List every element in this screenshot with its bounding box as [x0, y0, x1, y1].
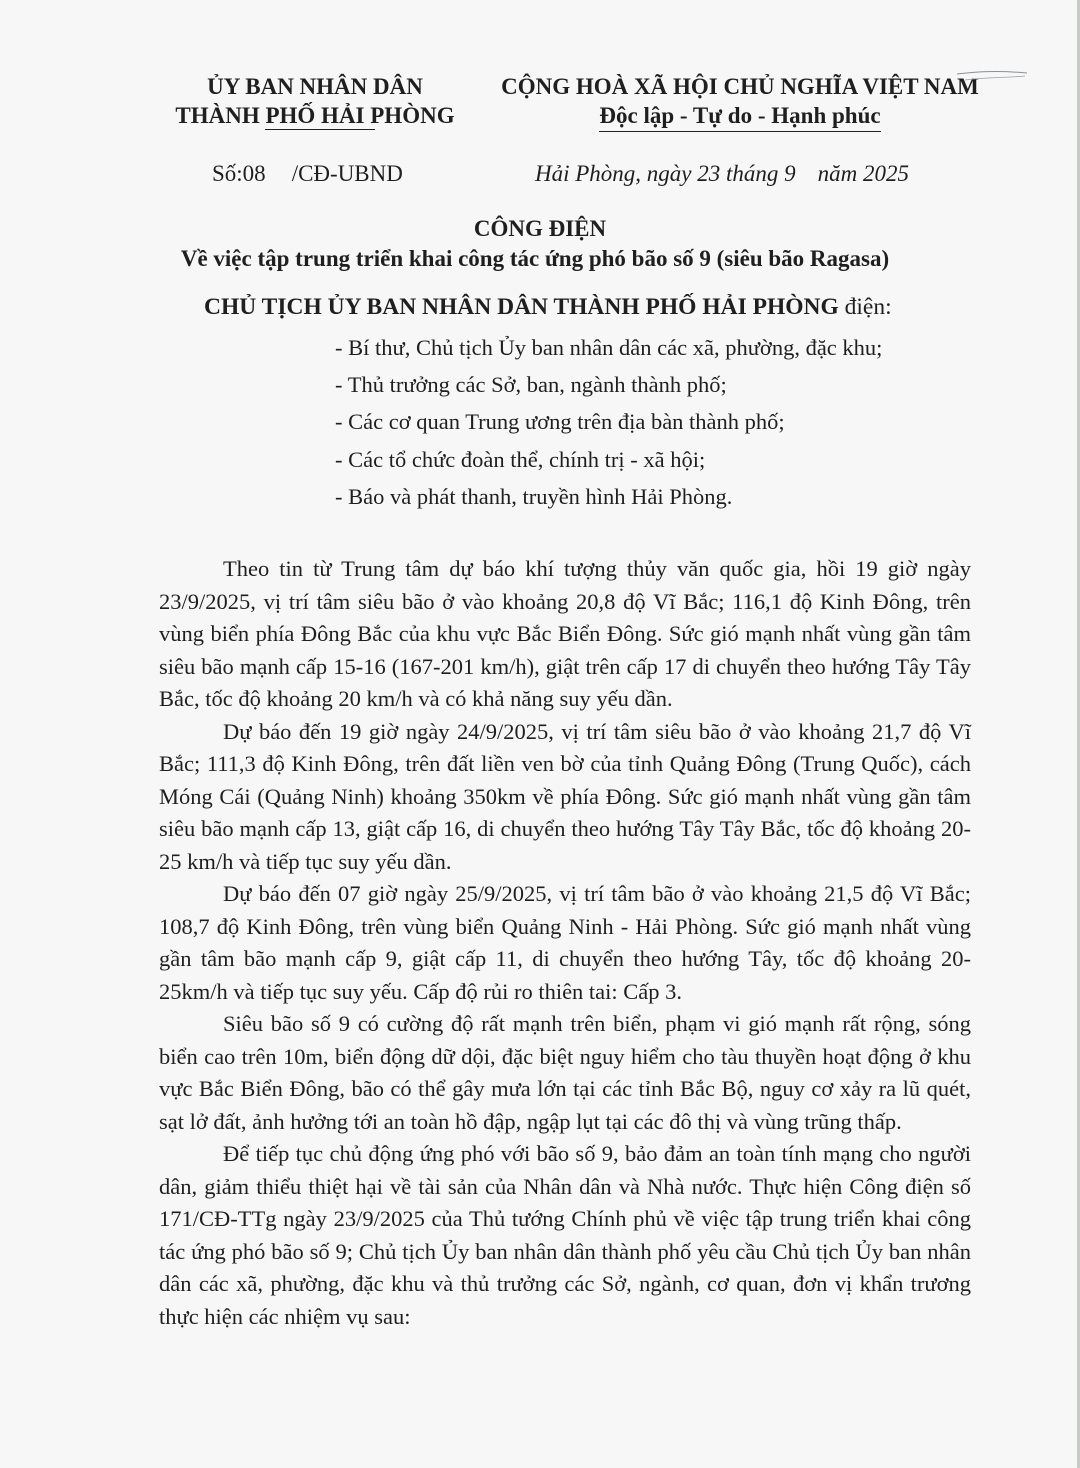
document-body — [159, 553, 971, 1333]
authority-name: THÀNH PHỐ HẢI PHÒNG — [175, 103, 455, 128]
list-item: - Bí thư, Chủ tịch Ủy ban nhân dân các xã, phường, đặc khu; — [335, 335, 883, 360]
authority-line-1: ỦY BAN NHÂN DÂN — [207, 74, 423, 99]
date-place-day: Hải Phòng, ngày 23 tháng 9 — [535, 161, 796, 186]
body-paragraph: Siêu bão số 9 có cường độ rất mạnh trên biển, phạm vi gió mạnh rất rộng, sóng biển cao trên 10m, biển động dữ dội, đặc biệt nguy hiểm cho tàu thuyền hoạt động ở khu vực Bắc Biển Đông, bão có thể gây mưa lớn tại các tỉnh Bắc Bộ, nguy cơ xảy ra lũ quét, sạt lở đất, ảnh hưởng tới an toàn hồ đập, ngập lụt tại các đô thị và vùng trũng thấp. — [159, 1011, 971, 1134]
document-number-suffix: /CĐ-UBND — [291, 161, 403, 186]
national-motto: Độc lập - Tự do - Hạnh phúc — [599, 101, 880, 132]
document-number — [212, 161, 403, 187]
list-item: - Thủ trưởng các Sở, ban, ngành thành phố; — [335, 372, 727, 398]
recipient-list — [335, 333, 882, 519]
document-heading: CÔNG ĐIỆN — [473, 216, 607, 241]
date-year: năm 2025 — [817, 161, 910, 186]
salutation — [204, 294, 892, 321]
body-paragraph: Theo tin từ Trung tâm dự báo khí tượng thủy văn quốc gia, hồi 19 giờ ngày 23/9/2025, vị trí tâm siêu bão ở vào khoảng 20,8 độ Vĩ Bắc; 116,1 độ Kinh Đông, trên vùng biển phía Đông Bắc của khu vực Bắc Biển Đông. Sức gió mạnh nhất vùng gần tâm siêu bão mạnh cấp 15-16 (167-201 km/h), giật trên cấp 17 di chuyển theo hướng Tây Tây Bắc, tốc độ khoảng 20 km/h và có khả năng suy yếu dần. — [159, 556, 971, 711]
body-paragraph: Để tiếp tục chủ động ứng phó với bão số 9, bảo đảm an toàn tính mạng cho người dân, giảm thiểu thiệt hại về tài sản của Nhân dân và Nhà nước. Thực hiện Công điện số 171/CĐ-TTg ngày 23/9/2025 của Thủ tướng Chính phủ về việc tập trung triển khai công tác ứng phó bão số 9; Chủ tịch Ủy ban nhân dân thành phố yêu cầu Chủ tịch Ủy ban nhân dân các xã, phường, đặc khu và thủ trưởng các Sở, ngành, cơ quan, đơn vị khẩn trương thực hiện các nhiệm vụ sau: — [159, 1141, 971, 1329]
pen-mark-icon — [955, 60, 1030, 100]
list-item: - Các tổ chức đoàn thể, chính trị - xã hội; — [335, 446, 706, 472]
document-subject: Về việc tập trung triển khai công tác ứng phó bão số 9 (siêu bão Ragasa) — [180, 246, 890, 271]
body-paragraph: Dự báo đến 07 giờ ngày 25/9/2025, vị trí tâm bão ở vào khoảng 21,5 độ Vĩ Bắc; 108,7 độ Kinh Đông, trên vùng biển Quảng Ninh - Hải Phòng. Sức gió mạnh nhất vùng gần tâm bão mạnh cấp 9, giật cấp 11, di chuyển theo hướng Tây, tốc độ khoảng 20-25km/h và tiếp tục suy yếu. Cấp độ rủi ro thiên tai: Cấp 3. — [159, 881, 971, 1004]
list-item: - Các cơ quan Trung ương trên địa bàn thành phố; — [335, 409, 785, 435]
list-item: - Báo và phát thanh, truyền hình Hải Phòng. — [335, 483, 733, 509]
national-heading — [480, 72, 1000, 132]
issuing-authority — [150, 72, 480, 130]
authority-underline — [265, 129, 375, 130]
document-date — [535, 161, 909, 187]
national-title: CỘNG HOÀ XÃ HỘI CHỦ NGHĨA VIỆT NAM — [501, 74, 979, 99]
salutation-verb: điện: — [838, 294, 892, 320]
salutation-sender: CHỦ TỊCH ỦY BAN NHÂN DÂN THÀNH PHỐ HẢI PHÒNG — [204, 294, 839, 320]
body-paragraph: Dự báo đến 19 giờ ngày 24/9/2025, vị trí tâm siêu bão ở vào khoảng 21,7 độ Vĩ Bắc; 111,3 độ Kinh Đông, trên đất liền ven bờ của tỉnh Quảng Đông (Trung Quốc), cách Móng Cái (Quảng Ninh) khoảng 350km về phía Đông. Sức gió mạnh nhất vùng gần tâm siêu bão mạnh cấp 13, giật cấp 16, di chuyển theo hướng Tây Tây Bắc, tốc độ khoảng 20-25 km/h và tiếp tục suy yếu dần. — [159, 718, 971, 874]
document-number-prefix: Số:08 — [212, 161, 266, 186]
authority-line-2 — [175, 101, 454, 130]
document-title — [0, 214, 1080, 274]
